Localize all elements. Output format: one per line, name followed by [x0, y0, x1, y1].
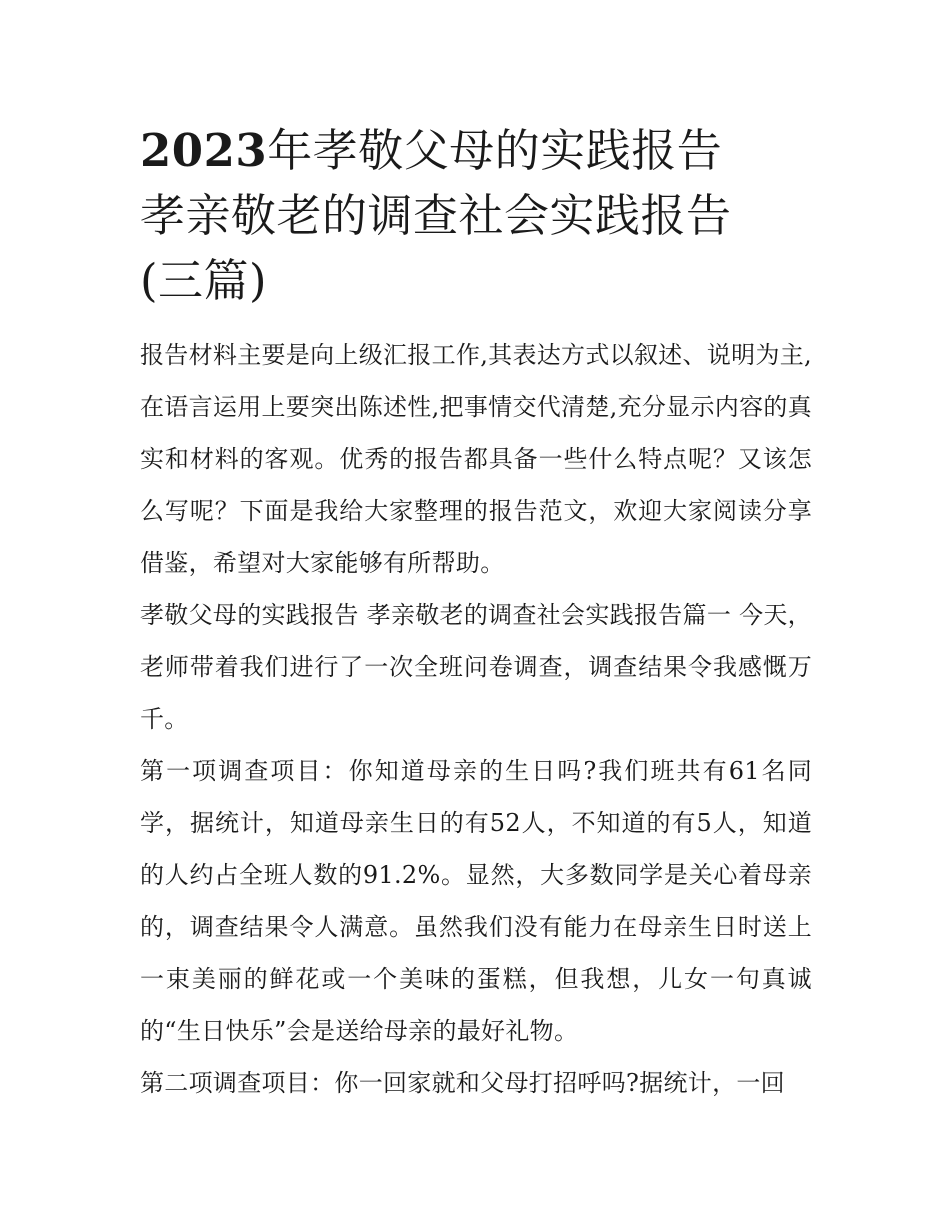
- title-line-1: [140, 118, 812, 183]
- title-line-1-text: 年孝敬父母的实践报告: [267, 124, 723, 177]
- document-title: [140, 118, 812, 313]
- paragraph-survey-item-1: 第一项调查项目：你知道母亲的生日吗?我们班共有61名同学，据统计，知道母亲生日的有52人，不知道的有5人，知道的人约占全班人数的91.2%。显然，大多数同学是关心着母亲的，调查结果令人满意。虽然我们没有能力在母亲生日时送上一束美丽的鲜花或一个美味的蛋糕，但我想，儿女一句真诚的“生日快乐”会是送给母亲的最好礼物。: [140, 757, 812, 1045]
- paragraph-survey-item-2: 第二项调查项目：你一回家就和父母打招呼吗?据统计，一回: [140, 1069, 785, 1097]
- title-year: 2023: [140, 124, 268, 177]
- document-body: [140, 118, 812, 1109]
- paragraph-report-heading: 孝敬父母的实践报告 孝亲敬老的调查社会实践报告篇一 今天，老师带着我们进行了一次全班问卷调查，调查结果令我感慨万千。: [140, 601, 812, 733]
- title-line-3: (三篇): [140, 254, 268, 307]
- title-line-2: 孝亲敬老的调查社会实践报告: [140, 189, 732, 242]
- intro-paragraph: 报告材料主要是向上级汇报工作,其表达方式以叙述、说明为主,在语言运用上要突出陈述性,把事情交代清楚,充分显示内容的真实和材料的客观。优秀的报告都具备一些什么特点呢？又该怎么写呢？下面是我给大家整理的报告范文，欢迎大家阅读分享借鉴，希望对大家能够有所帮助。: [140, 341, 812, 577]
